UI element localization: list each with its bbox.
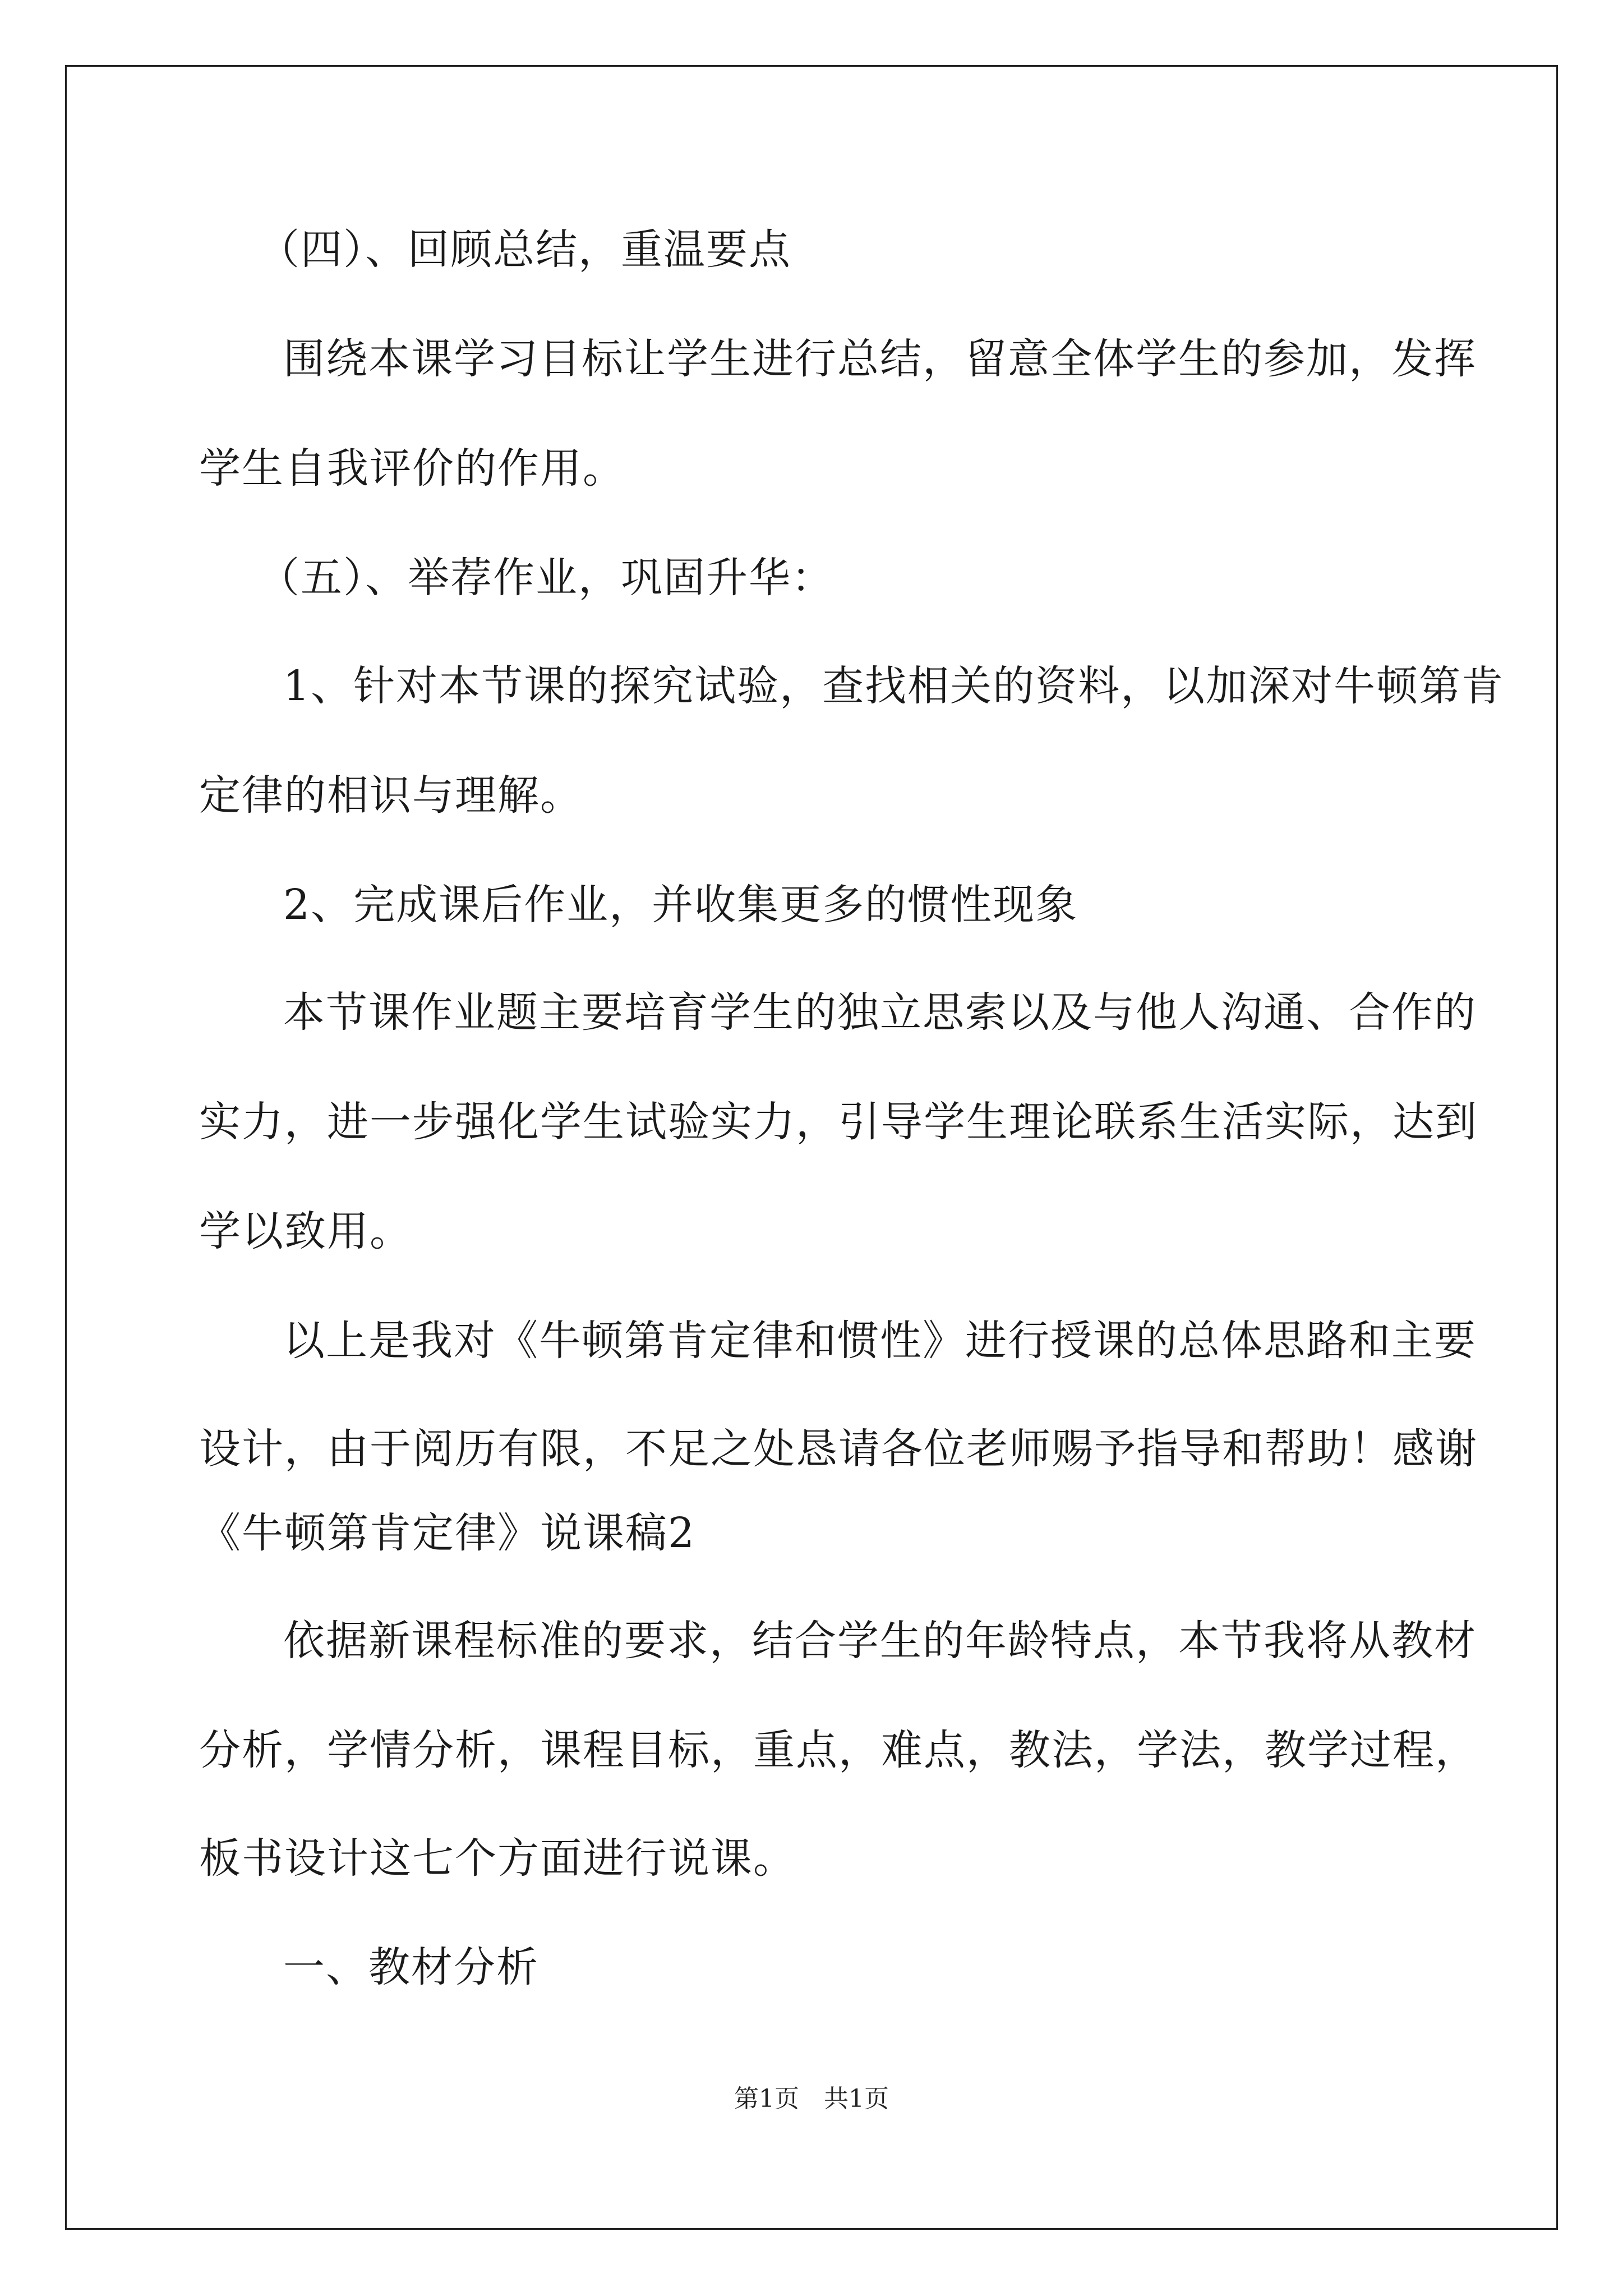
section-heading-4: （四）、回顾总结，重温要点 — [258, 226, 791, 274]
paragraph-line: 板书设计这七个方面进行说课。 — [199, 1834, 796, 1883]
paragraph-line: 1、针对本节课的探究试验，查找相关的资料，以加深对牛顿第肯 — [283, 662, 1505, 710]
paragraph-line: 依据新课程标准的要求，结合学生的年龄特点，本节我将从教材 — [283, 1617, 1477, 1665]
paragraph-line: 2、完成课后作业，并收集更多的惯性现象 — [283, 881, 1078, 929]
document-title: 《牛顿第肯定律》说课稿2 — [199, 1509, 696, 1557]
paragraph-line: 以上是我对《牛顿第肯定律和惯性》进行授课的总体思路和主要 — [283, 1317, 1477, 1365]
paragraph-line: 分析，学情分析，课程目标，重点，难点，教法，学法，教学过程， — [199, 1726, 1478, 1774]
page-frame — [65, 65, 1558, 2230]
section-heading-1: 一、教材分析 — [283, 1943, 539, 1991]
paragraph-line: 围绕本课学习目标让学生进行总结，留意全体学生的参加，发挥 — [283, 335, 1477, 383]
paragraph-line: 学生自我评价的作用。 — [199, 444, 625, 493]
section-heading-5: （五）、举荐作业，巩固升华： — [258, 554, 834, 602]
page-footer: 第1页 共1页 — [734, 2085, 889, 2113]
paragraph-line: 学以致用。 — [199, 1207, 412, 1255]
paragraph-line: 本节课作业题主要培育学生的独立思索以及与他人沟通、合作的 — [283, 988, 1477, 1037]
paragraph-line: 定律的相识与理解。 — [199, 771, 583, 820]
paragraph-line: 实力，进一步强化学生试验实力，引导学生理论联系生活实际，达到 — [199, 1098, 1478, 1146]
paragraph-line: 设计，由于阅历有限，不足之处恳请各位老师赐予指导和帮助！感谢 — [199, 1425, 1478, 1473]
